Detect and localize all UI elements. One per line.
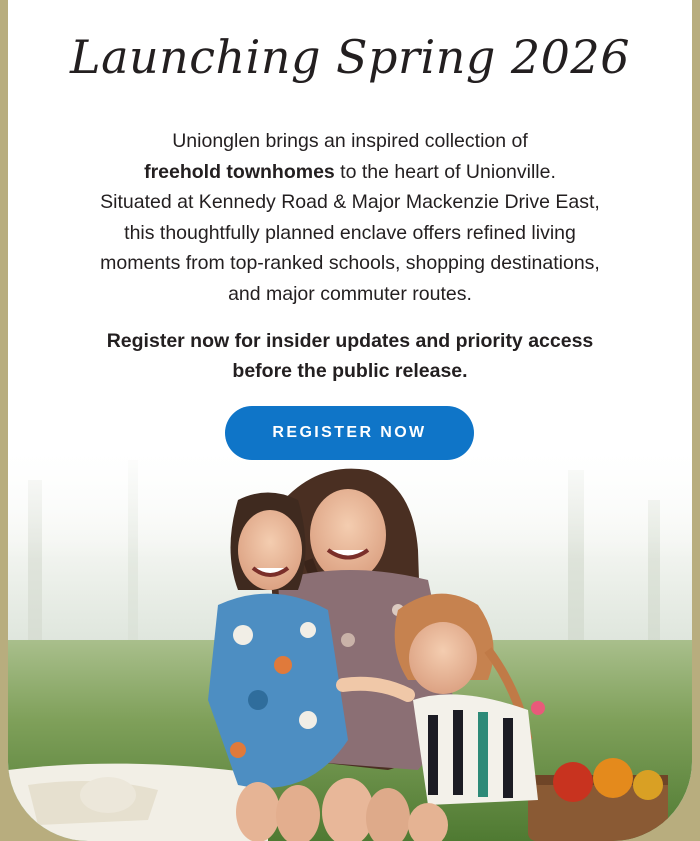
intro-line: Unionglen brings an inspired collection of bbox=[172, 130, 528, 152]
intro-emphasis: freehold townhomes bbox=[144, 160, 335, 183]
cta-line: before the public release. bbox=[232, 360, 468, 382]
intro-line bbox=[58, 157, 642, 188]
cta-line: Register now for insider updates and priority access bbox=[106, 330, 594, 352]
launch-headline: Launching Spring 2026 bbox=[70, 30, 630, 84]
register-now-button[interactable]: REGISTER NOW bbox=[225, 406, 474, 460]
intro-line: this thoughtfully planned enclave offers refined living bbox=[124, 221, 576, 244]
intro-line: and major commuter routes. bbox=[228, 282, 472, 305]
family-picnic-illustration bbox=[8, 440, 692, 841]
register-call-to-action bbox=[28, 326, 672, 386]
intro-line: moments from top-ranked schools, shopping destinations, bbox=[100, 252, 600, 275]
intro-line-rest: to the heart of Unionville. bbox=[334, 160, 556, 183]
intro-line: Situated at Kennedy Road & Major Mackenzie Drive East, bbox=[100, 191, 600, 214]
family-photo bbox=[8, 440, 692, 841]
intro-paragraph bbox=[58, 126, 642, 310]
content-card bbox=[8, 0, 692, 841]
